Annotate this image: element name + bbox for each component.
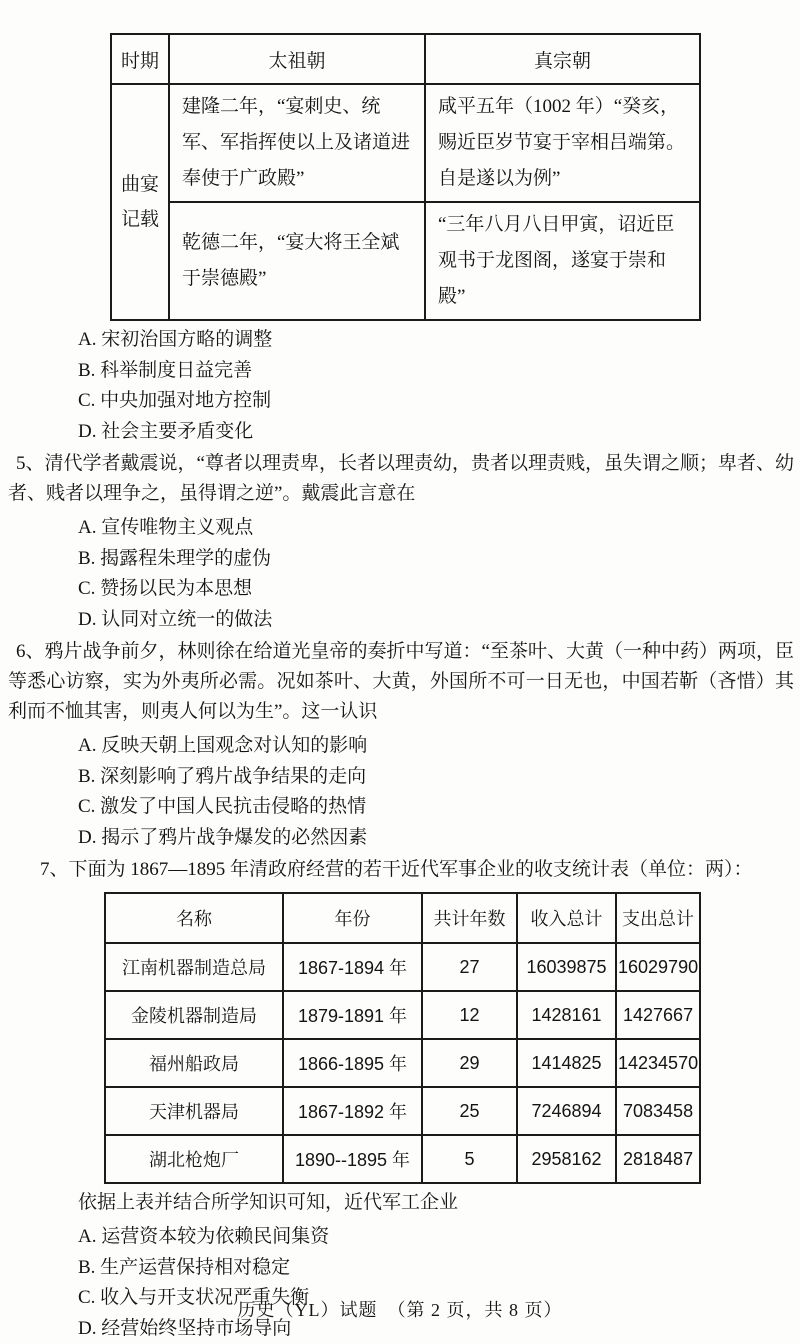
enterprise-header-name: 名称 <box>105 893 283 943</box>
enterprise-expense: 7083458 <box>616 1087 700 1135</box>
q6-option-B: B. 深刻影响了鸦片战争结果的走向 <box>78 762 800 793</box>
enterprise-income: 1428161 <box>517 991 616 1039</box>
banquet-row-label: 曲宴记载 <box>111 84 169 320</box>
page-footer: 历史（YL）试题 （第 2 页，共 8 页） <box>0 1296 800 1322</box>
enterprise-name: 天津机器局 <box>105 1087 283 1135</box>
q7-option-B: B. 生产运营保持相对稳定 <box>78 1253 800 1284</box>
enterprise-name: 湖北枪炮厂 <box>105 1135 283 1183</box>
enterprise-income: 2958162 <box>517 1135 616 1183</box>
enterprise-total: 12 <box>422 991 517 1039</box>
enterprise-income: 16039875 <box>517 943 616 991</box>
banquet-header-period: 时期 <box>111 34 169 84</box>
enterprise-name: 福州船政局 <box>105 1039 283 1087</box>
q4-option-C: C. 中央加强对地方控制 <box>78 386 800 417</box>
table-row <box>105 1039 700 1087</box>
exam-page <box>0 33 800 1336</box>
enterprise-total: 5 <box>422 1135 517 1183</box>
q5-option-A: A. 宣传唯物主义观点 <box>78 513 800 544</box>
banquet-header-zhenzong: 真宗朝 <box>425 34 700 84</box>
q6-stem: 6、鸦片战争前夕，林则徐在给道光皇帝的奏折中写道：“至茶叶、大黄（一种中药）两项，臣等悉心访察，实为外夷所必需。况如茶叶、大黄，外国所不可一日无也，中国若靳（吝惜）其利而不恤其害，则夷人何以为生”。这一认识 <box>0 637 800 727</box>
enterprise-expense: 2818487 <box>616 1135 700 1183</box>
enterprise-income: 1414825 <box>517 1039 616 1087</box>
table-row <box>105 1087 700 1135</box>
q6-option-A: A. 反映天朝上国观念对认知的影响 <box>78 731 800 762</box>
table-row <box>105 1135 700 1183</box>
enterprise-name: 江南机器制造总局 <box>105 943 283 991</box>
enterprise-table <box>104 892 701 1184</box>
enterprise-years: 1890--1895 年 <box>283 1135 422 1183</box>
enterprise-header-total: 共计年数 <box>422 893 517 943</box>
q7-options <box>0 1222 800 1344</box>
q5-stem: 5、清代学者戴震说，“尊者以理责卑，长者以理责幼，贵者以理责贱，虽失谓之顺；卑者、幼者、贱者以理争之，虽得谓之逆”。戴震此言意在 <box>0 449 800 509</box>
enterprise-expense: 16029790 <box>616 943 700 991</box>
banquet-cell-zhenzong-2: “三年八月八日甲寅，诏近臣观书于龙图阁，遂宴于崇和殿” <box>425 202 700 320</box>
table-row <box>105 991 700 1039</box>
enterprise-header-years: 年份 <box>283 893 422 943</box>
q4-option-D: D. 社会主要矛盾变化 <box>78 417 800 448</box>
banquet-header-taizu: 太祖朝 <box>169 34 425 84</box>
q4-options <box>0 325 800 447</box>
q6-option-C: C. 激发了中国人民抗击侵略的热情 <box>78 792 800 823</box>
q7-stem: 7、下面为 1867—1895 年清政府经营的若干近代军事企业的收支统计表（单位：两）： <box>0 855 800 885</box>
enterprise-total: 29 <box>422 1039 517 1087</box>
enterprise-years: 1867-1892 年 <box>283 1087 422 1135</box>
banquet-cell-taizu-2: 乾德二年，“宴大将王全斌于崇德殿” <box>169 202 425 320</box>
enterprise-years: 1866-1895 年 <box>283 1039 422 1087</box>
enterprise-header-income: 收入总计 <box>517 893 616 943</box>
q6-options <box>0 731 800 853</box>
q7-option-D: D. 经营始终坚持市场导向 <box>78 1314 800 1344</box>
q5-option-D: D. 认同对立统一的做法 <box>78 605 800 636</box>
q5-option-C: C. 赞扬以民为本思想 <box>78 574 800 605</box>
enterprise-total: 27 <box>422 943 517 991</box>
enterprise-name: 金陵机器制造局 <box>105 991 283 1039</box>
enterprise-header-expense: 支出总计 <box>616 893 700 943</box>
enterprise-expense: 14234570 <box>616 1039 700 1087</box>
q5-options <box>0 513 800 635</box>
q5-option-B: B. 揭露程朱理学的虚伪 <box>78 544 800 575</box>
q7-lead-text: 依据上表并结合所学知识可知，近代军工企业 <box>0 1188 800 1218</box>
enterprise-years: 1879-1891 年 <box>283 991 422 1039</box>
q4-option-B: B. 科举制度日益完善 <box>78 356 800 387</box>
enterprise-expense: 1427667 <box>616 991 700 1039</box>
enterprise-total: 25 <box>422 1087 517 1135</box>
table-row <box>105 943 700 991</box>
q7-option-A: A. 运营资本较为依赖民间集资 <box>78 1222 800 1253</box>
q4-option-A: A. 宋初治国方略的调整 <box>78 325 800 356</box>
enterprise-years: 1867-1894 年 <box>283 943 422 991</box>
banquet-table <box>110 33 701 321</box>
q6-option-D: D. 揭示了鸦片战争爆发的必然因素 <box>78 823 800 854</box>
enterprise-income: 7246894 <box>517 1087 616 1135</box>
banquet-cell-taizu-1: 建隆二年，“宴刺史、统军、军指挥使以上及诸道进奉使于广政殿” <box>169 84 425 202</box>
q7-option-C: C. 收入与开支状况严重失衡 <box>78 1283 800 1314</box>
banquet-cell-zhenzong-1: 咸平五年（1002 年）“癸亥，赐近臣岁节宴于宰相吕端第。自是遂以为例” <box>425 84 700 202</box>
